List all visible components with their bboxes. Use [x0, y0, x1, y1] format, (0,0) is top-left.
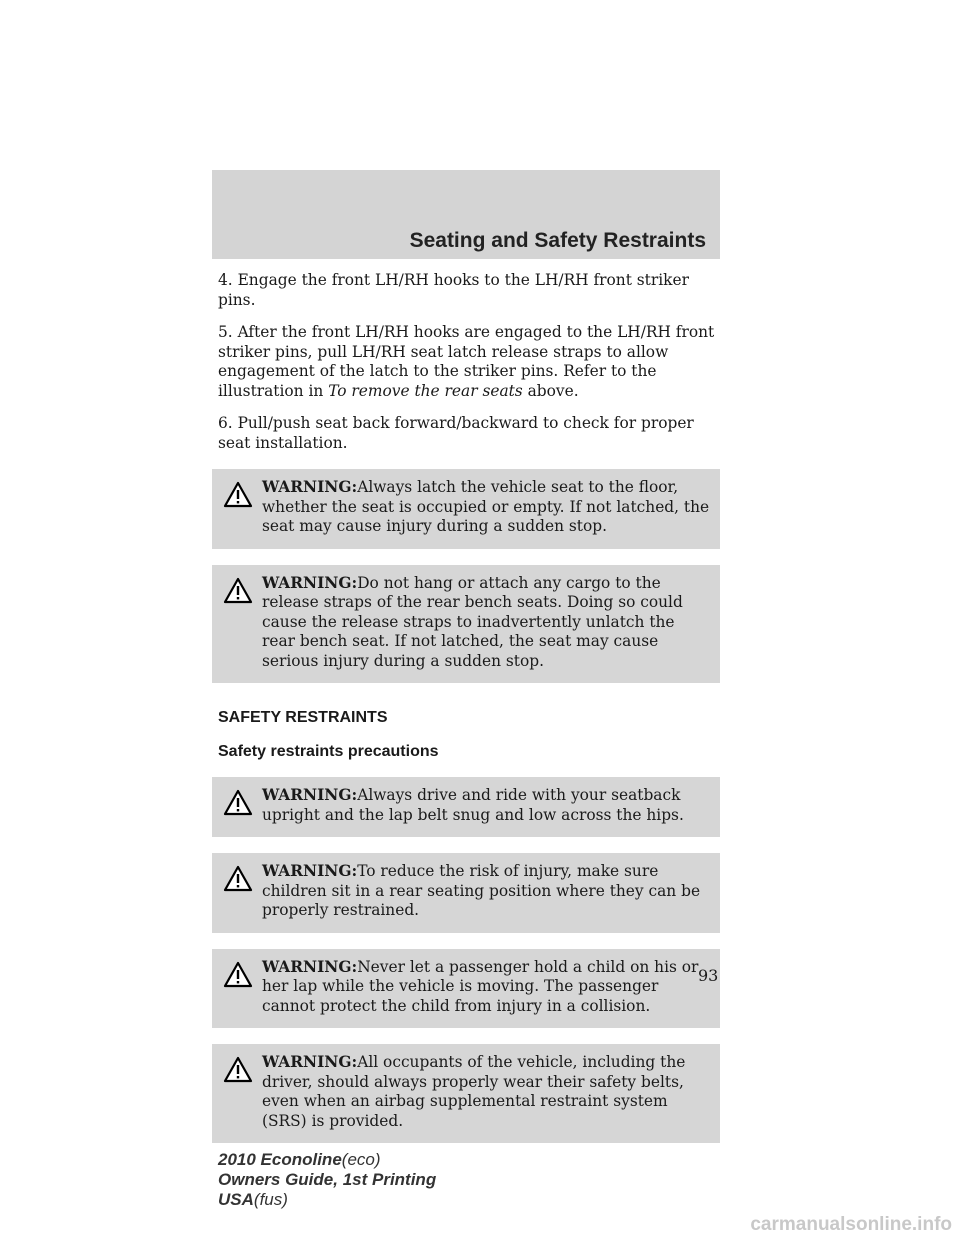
warning-label: WARNING:: [262, 1053, 358, 1071]
watermark: carmanualsonline.info: [750, 1214, 952, 1235]
step-5-reference: To remove the rear seats: [328, 381, 523, 400]
warning-label: WARNING:: [262, 786, 358, 804]
warning-text: Always drive and ride with your seatback upright and the lap belt snug and low across the hips.: [262, 786, 684, 824]
subsection-heading: Safety restraints precautions: [218, 743, 439, 760]
step-5-text-end: above.: [522, 381, 579, 400]
warning-box: [212, 949, 720, 1029]
step-6: 6. Pull/push seat back forward/backward to check for proper seat installation.: [218, 414, 694, 452]
warning-triangle-icon: [223, 789, 253, 816]
section-heading: SAFETY RESTRAINTS: [218, 709, 388, 726]
warning-label: WARNING:: [262, 957, 358, 976]
warning-triangle-icon: [223, 577, 253, 604]
warning-text: To reduce the risk of injury, make sure children sit in a rear seating position where they can be properly restrained.: [262, 862, 701, 919]
warning-triangle-icon: [223, 961, 253, 988]
footer-model-code: (eco): [341, 1150, 381, 1169]
warning-label: WARNING:: [262, 573, 358, 592]
warning-text: Always latch the vehicle seat to the floor, whether the seat is occupied or empty. If not latched, the seat may cause injury during a sudden stop.: [262, 478, 710, 535]
warning-box: [212, 853, 720, 933]
warning-box: [212, 777, 720, 837]
warning-box: [212, 1044, 720, 1143]
step-5-text: 5. After the front LH/RH hooks are engaged to the LH/RH front striker pins, pull LH/RH seat latch release straps to allow engagement of the latch to the striker pins. Refer to the illustration in: [218, 323, 715, 400]
section-title: Seating and Safety Restraints: [409, 229, 706, 252]
section-header-band: [212, 170, 720, 259]
footer-market: USA: [218, 1190, 254, 1209]
warning-text: Never let a passenger hold a child on his or her lap while the vehicle is moving. The passenger cannot protect the child from injury in a collision.: [262, 957, 699, 1015]
footer-model: 2010 Econoline: [218, 1150, 342, 1169]
step-5: [218, 323, 716, 401]
page-number: 93: [698, 966, 719, 985]
warning-triangle-icon: [223, 1056, 253, 1083]
footer-printing: Owners Guide, 1st Printing: [218, 1170, 437, 1189]
warning-label: WARNING:: [262, 862, 358, 880]
footer-print-info: [218, 1150, 436, 1210]
warning-triangle-icon: [223, 865, 253, 892]
warning-triangle-icon: [223, 481, 253, 508]
warning-label: WARNING:: [262, 478, 358, 496]
warning-box: [212, 469, 720, 549]
page-content: [218, 271, 719, 1159]
footer-market-code: (fus): [253, 1190, 288, 1209]
warning-box: [212, 565, 720, 684]
warning-text: Do not hang or attach any cargo to the release straps of the rear bench seats. Doing so could cause the release straps to inadvertently unlatch the rear bench seat. If not latched, the seat may cause serious injury during a sudden stop.: [262, 573, 683, 670]
warning-text: All occupants of the vehicle, including the driver, should always properly wear their safety belts, even when an airbag supplemental restraint system (SRS) is provided.: [262, 1053, 686, 1130]
step-4: 4. Engage the front LH/RH hooks to the LH/RH front striker pins.: [218, 271, 689, 309]
